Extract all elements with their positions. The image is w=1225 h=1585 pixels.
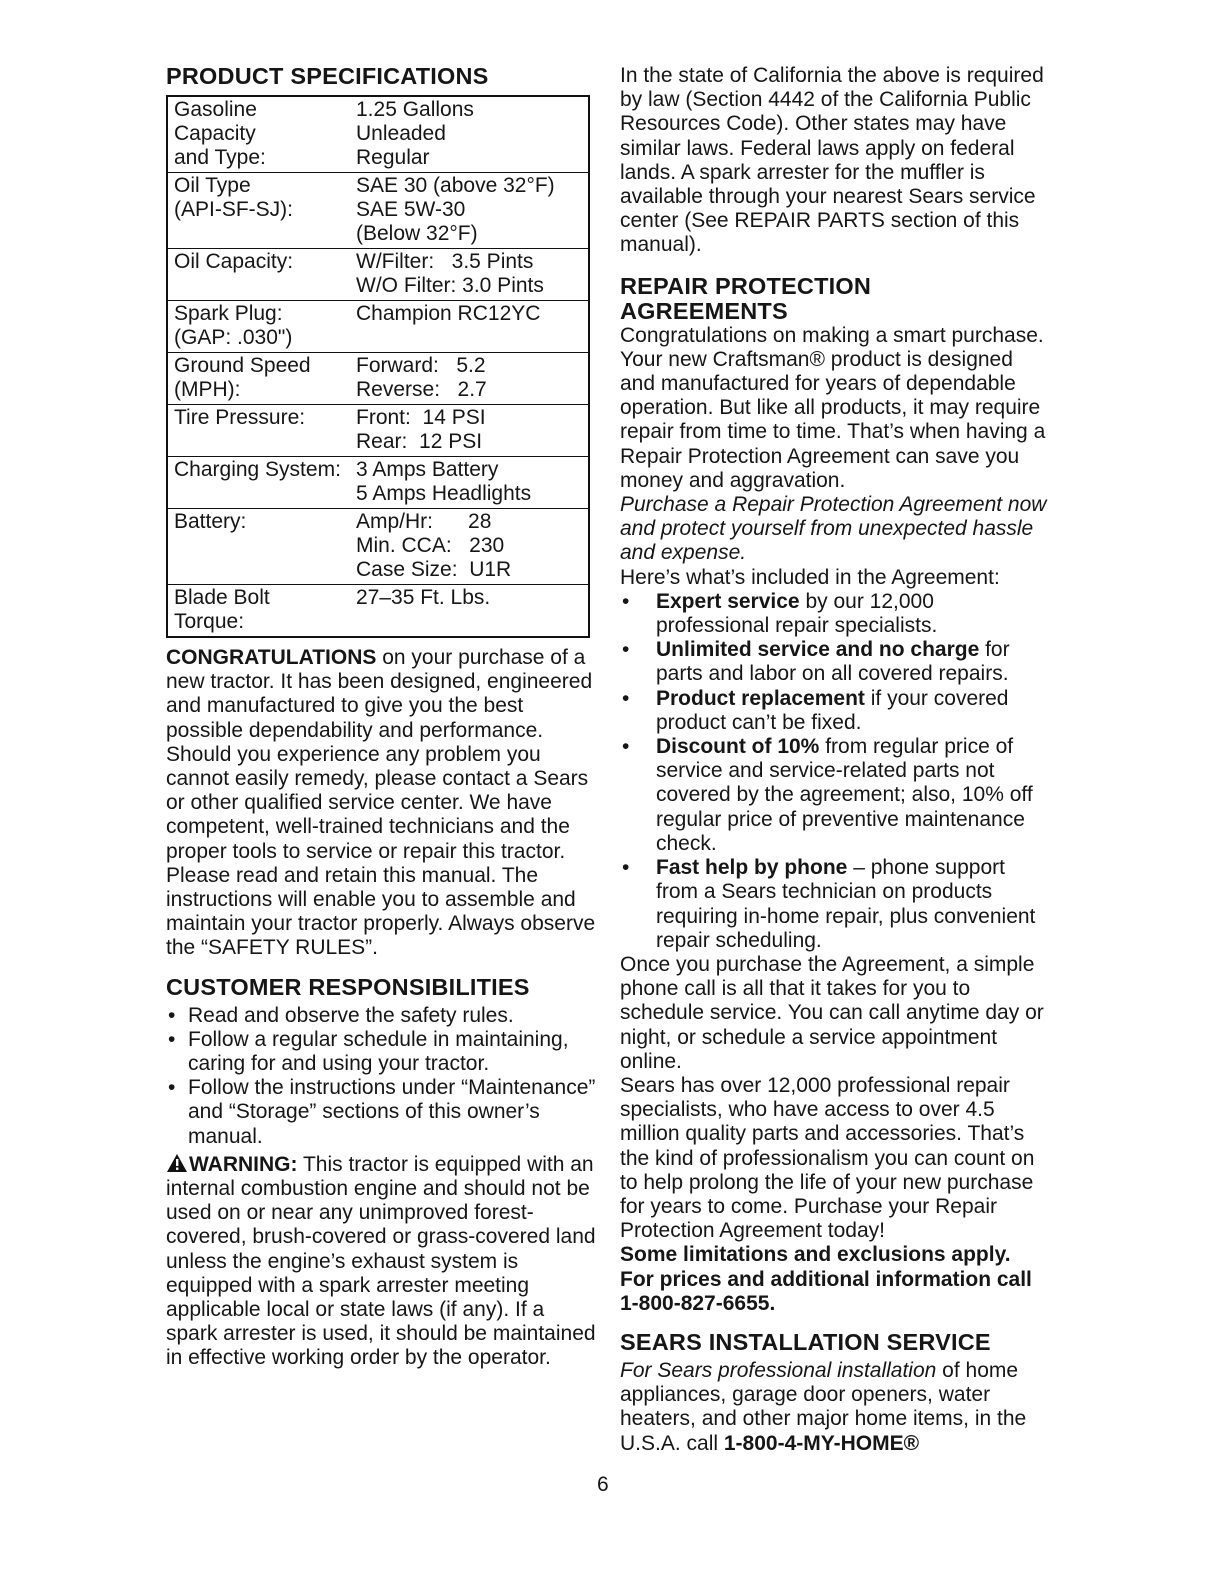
repair-heading-line1: REPAIR PROTECTION [620,272,872,299]
spec-value: W/O Filter: 3.0 Pints [356,274,544,297]
spec-value-cell [352,301,589,353]
benefit-title: Expert service [656,589,800,613]
spec-value: Unleaded [356,122,446,145]
spec-label-cell [167,249,352,301]
spec-value: Case Size: U1R [356,558,512,581]
sears-specialists-paragraph: Sears has over 12,000 professional repair specialists, who have access to over 4.5 million quality parts and accessories. That’s the kind of professionalism you can count on to help prolong the life of your new purchase for years to come. Purchase your Repair Protection Agreement today! [620,1073,1035,1243]
benefit-text: from regular price of service and service-related parts not covered by the agreement; also, 10% off regular price of preventive maintenance check. [656,735,1033,855]
warning-text: This tractor is equipped with an internal combustion engine and should not be used on or near any unimproved forest-covered, brush-covered or grass-covered land unless the engine’s exhaust system is equipped with a spark arrester meeting applicable local or state laws (if any). If a spark arrester is used, it should be maintained in effective working order by the operator. [166,1152,596,1370]
spec-label: and Type: [174,146,266,169]
list-item: • Read and observe the safety rules. [166,1004,596,1028]
spec-label: (GAP: .030") [174,326,293,349]
spec-value-cell [352,353,589,405]
list-item: • Follow a regular schedule in maintaining, caring for and using your tractor. [166,1028,596,1076]
right-column [620,64,1050,1456]
spec-value-cell [352,405,589,457]
spec-value: Champion RC12YC [356,302,541,325]
spec-label-cell [167,585,352,638]
congratulations-paragraph [166,646,596,743]
list-item [620,638,1050,686]
spec-value: Rear: 12 PSI [356,430,483,453]
spec-value-cell [352,457,589,509]
spec-value: 27–35 Ft. Lbs. [356,586,491,609]
congratulations-lead: CONGRATULATIONS [166,646,377,669]
list-item [620,735,1050,856]
product-specifications-heading: PRODUCT SPECIFICATIONS [166,63,489,89]
warning-label: WARNING: [189,1152,298,1176]
list-item [620,856,1050,953]
spec-value: Amp/Hr: 28 [356,510,492,533]
benefit-title: Unlimited service and no charge [656,638,980,662]
problem-paragraph: Should you experience any problem you cannot easily remedy, please contact a Sears or other qualified service center. We have competent, well-trained technicians and the proper tools to service or repair this tractor. [166,742,589,863]
spec-value: W/Filter: 3.5 Pints [356,250,534,273]
spec-value: (Below 32°F) [356,222,478,245]
spec-label: Torque: [174,610,245,633]
table-row [167,405,589,457]
spec-value: Min. CCA: 230 [356,534,505,557]
spec-value: 5 Amps Headlights [356,482,532,505]
benefit-text: for parts and labor on all covered repairs. [656,638,1010,686]
benefit-title: Product replacement [656,686,865,710]
repair-italic-paragraph: Purchase a Repair Protection Agreement now and protect yourself from unexpected hassle and expense. [620,493,1047,565]
left-column [166,64,596,1371]
agreement-benefits-list [620,590,1050,953]
table-row [167,249,589,301]
repair-protection-heading [620,274,1050,324]
spec-value: Front: 14 PSI [356,406,486,429]
spec-label: (API-SF-SJ): [174,198,293,221]
spec-label: Ground Speed [174,354,311,377]
california-paragraph: In the state of California the above is required by law (Section 4442 of the California Public Resources Code). Other states may have similar laws. Federal laws apply on federal lands. A spark arrester for the muffler is available through your nearest Sears service center (See REPAIR PARTS section of this manual). [620,64,1044,257]
table-row [167,173,589,249]
list-item: • Follow the instructions under “Maintenance” and “Storage” sections of this owner’s manual. [166,1076,596,1149]
customer-responsibilities-heading: CUSTOMER RESPONSIBILITIES [166,973,530,1000]
retain-manual-paragraph: Please read and retain this manual. The instructions will enable you to assemble and maintain your tractor properly. Always observe the “SAFETY RULES”. [166,863,596,960]
warning-paragraph [166,1153,596,1371]
table-row [167,301,589,353]
spec-label: Blade Bolt [174,586,270,609]
spec-label-cell [167,173,352,249]
spec-value-cell [352,96,589,173]
spec-label: Tire Pressure: [174,406,306,429]
specifications-table [166,95,590,638]
spec-label: (MPH): [174,378,241,401]
list-item [620,687,1050,735]
table-row [167,96,589,173]
spec-value: Reverse: 2.7 [356,378,487,401]
table-row [167,509,589,585]
table-row [167,353,589,405]
warning-triangle-icon [166,1153,188,1173]
benefit-title: Fast help by phone [656,856,848,880]
benefit-text: by our 12,000 professional repair specialists. [656,589,938,638]
spec-label: Charging System: [174,458,341,481]
benefit-title: Discount of 10% [656,735,820,759]
sears-installation-heading: SEARS INSTALLATION SERVICE [620,1328,991,1355]
spec-value: 1.25 Gallons [356,98,474,121]
spec-label-cell [167,509,352,585]
spec-label-cell [167,353,352,405]
congratulations-text: on your purchase of a new tractor. It has been designed, engineered and manufactured to give you the best possible dependability and performance. [166,646,593,742]
spec-value: SAE 30 (above 32°F) [356,174,555,197]
repair-heading-line2: AGREEMENTS [620,297,788,324]
page-number: 6 [597,1473,609,1496]
spec-value-cell [352,249,589,301]
customer-responsibilities-list [166,1004,596,1149]
benefit-text: – phone support from a Sears technician on products requiring in-home repair, plus convenient repair scheduling. [656,856,1036,952]
list-item [620,590,1050,638]
spec-label: Spark Plug: [174,302,283,325]
installation-paragraph [620,1359,1050,1456]
spec-label: Oil Capacity: [174,250,294,273]
spec-value: Regular [356,146,430,169]
spec-value-cell [352,509,589,585]
spec-label: Capacity [174,122,256,145]
once-purchase-paragraph: Once you purchase the Agreement, a simple phone call is all that it takes for you to schedule service. You can call anytime day or night, or schedule a service appointment online. [620,952,1044,1073]
included-paragraph: Here’s what’s included in the Agreement: [620,565,1000,589]
spec-label: Battery: [174,510,247,533]
limitations-paragraph: Some limitations and exclusions apply. For prices and additional information call 1-800-827-6655. [620,1243,1032,1315]
spec-label-cell [167,405,352,457]
table-row [167,457,589,509]
repair-intro-paragraph: Congratulations on making a smart purchase. Your new Craftsman® product is designed and manufactured for years of dependable operation. But like all products, it may require repair from time to time. That’s when having a Repair Protection Agreement can save you money and aggravation. [620,323,1046,492]
spec-label-cell [167,457,352,509]
spec-value: SAE 5W-30 [356,198,466,221]
spec-label-cell [167,96,352,173]
benefit-text: if your covered product can’t be fixed. [656,686,1009,734]
spec-label: Gasoline [174,98,257,121]
spec-value-cell [352,173,589,249]
spec-value: Forward: 5.2 [356,354,486,377]
spec-value: 3 Amps Battery [356,458,499,481]
table-row [167,585,589,638]
spec-label: Oil Type [174,174,251,197]
spec-value-cell [352,585,589,638]
installation-text: of home appliances, garage door openers, water heaters, and other major home items, in the U.S.A. call [620,1358,1027,1455]
installation-italic: For Sears professional installation [620,1358,937,1382]
spec-label-cell [167,301,352,353]
installation-phone: 1-800-4-MY-HOME® [723,1431,920,1455]
